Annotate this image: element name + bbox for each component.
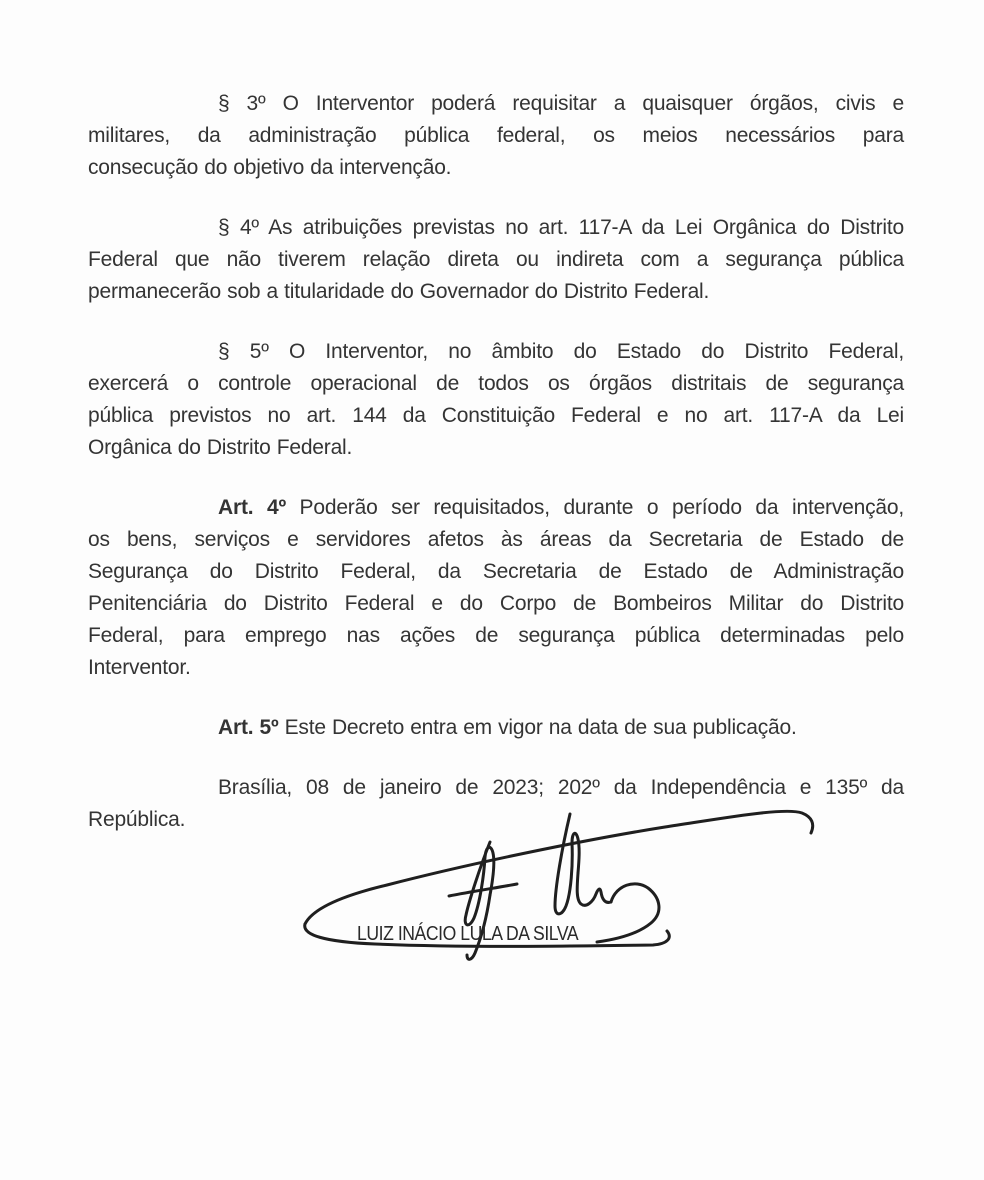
text-line: Art. 4º Poderão ser requisitados, durante o período da intervenção, — [218, 496, 904, 519]
text-line: § 4º As atribuições previstas no art. 117-A da Lei Orgânica do Distrito — [218, 216, 904, 239]
text-line: exercerá o controle operacional de todos os órgãos distritais de segurança — [88, 372, 904, 395]
paragraph-prefix: § 5º — [218, 340, 269, 363]
text-line: pública previstos no art. 144 da Constituição Federal e no art. 117-A da Lei — [88, 404, 904, 427]
signatory-name: LUIZ INÁCIO LULA DA SILVA — [357, 923, 579, 945]
signature-monogram-stroke — [465, 842, 494, 925]
signature-tall-loop-stroke — [555, 814, 579, 914]
signature-handwriting-icon — [283, 803, 843, 973]
signature-hump-stroke — [597, 884, 659, 942]
paragraph-prefix: Art. 4º — [218, 496, 286, 519]
paragraph-prefix: § 4º — [218, 216, 259, 239]
text-line: República. — [88, 808, 186, 831]
text-line: Art. 5º Este Decreto entra em vigor na data de sua publicação. — [218, 716, 797, 739]
paragraph — [88, 88, 904, 184]
text-line: § 3º O Interventor poderá requisitar a quaisquer órgãos, civis e — [218, 92, 904, 115]
text-line: Orgânica do Distrito Federal. — [88, 436, 353, 459]
text-line: Interventor. — [88, 656, 191, 679]
text-line: § 5º O Interventor, no âmbito do Estado do Distrito Federal, — [218, 340, 904, 363]
text-line: os bens, serviços e servidores afetos às áreas da Secretaria de Estado de — [88, 528, 904, 551]
text-line: militares, da administração pública federal, os meios necessários para — [88, 124, 904, 147]
decree-body — [88, 88, 904, 836]
text-line: Federal, para emprego nas ações de segurança pública determinadas pelo — [88, 624, 904, 647]
signature-block — [283, 803, 843, 973]
text-line: Segurança do Distrito Federal, da Secretaria de Estado de Administração — [88, 560, 904, 583]
paragraph — [88, 212, 904, 308]
paragraph — [88, 712, 904, 744]
text-line: Federal que não tiverem relação direta ou indireta com a segurança pública — [88, 248, 904, 271]
signature-squiggle-stroke — [577, 873, 611, 905]
text-line: Penitenciária do Distrito Federal e do Corpo de Bombeiros Militar do Distrito — [88, 592, 904, 615]
text-line: consecução do objetivo da intervenção. — [88, 156, 452, 179]
paragraph-prefix: Art. 5º — [218, 716, 279, 739]
paragraph — [88, 492, 904, 684]
paragraph-prefix: § 3º — [218, 92, 266, 115]
text-line: Brasília, 08 de janeiro de 2023; 202º da Independência e 135º da — [218, 776, 904, 799]
paragraph — [88, 336, 904, 464]
text-line: permanecerão sob a titularidade do Governador do Distrito Federal. — [88, 280, 710, 303]
